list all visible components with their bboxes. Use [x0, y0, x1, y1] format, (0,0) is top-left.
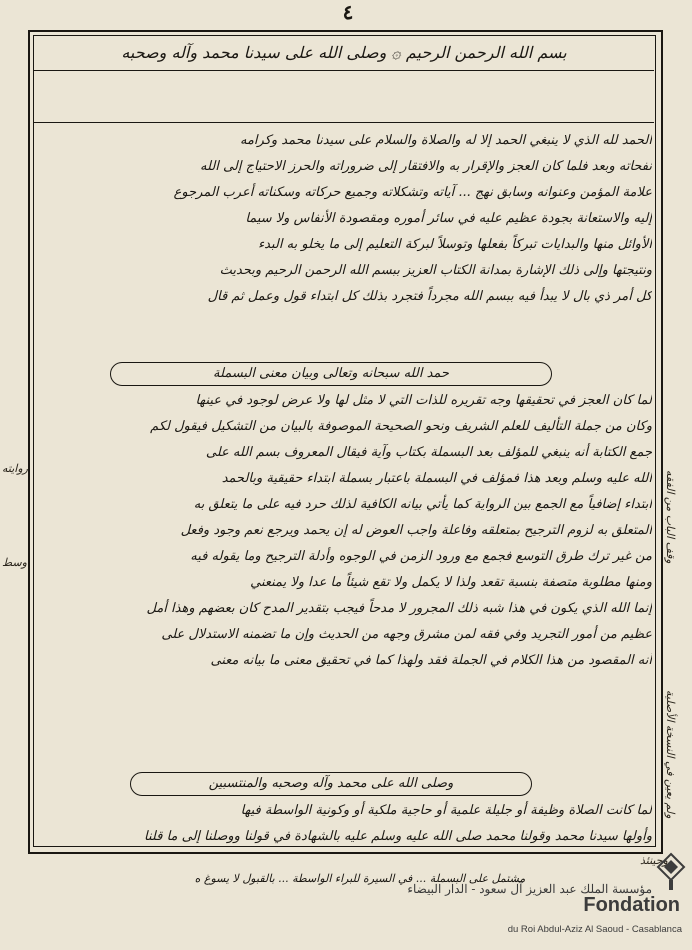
basmala-header: بسم الله الرحمن الرحيم ۞ وصلى الله على سيدنا محمد وآله وصحبه [121, 43, 567, 62]
margin-note-bottom: وحينئذ [640, 854, 668, 867]
watermark-title: Fondation [583, 894, 680, 916]
section-title: حمد الله سبحانه وتعالى وبيان معنى البسملة [110, 362, 552, 386]
text-line: إليه والاستعانة بجودة عظيم عليه في سائر أموره ومقصودة الأنفاس ولا سيما [245, 211, 652, 226]
text-line: وكان من جملة التأليف للعلم الشريف ونحو الصحيحة الموصوفة بالبيان من التشكيل فيقول لكم [150, 419, 652, 434]
text-line: المتعلق به لزوم الترجيح بمتعلقه وفاعلة واجب العوض له إن يحمد ويرجع نعم وجود وفعل [180, 523, 652, 538]
text-line: إنما الله الذي يكون في هذا شبه ذلك المجرور لا مدحاً فيجب بتقدير المدح كان بعضهم وهذا أمل [146, 601, 652, 616]
text-line: ونتيجتها وإلى ذلك الإشارة بمدانة الكتاب العزيز ببسم الله الرحمن الرحيم وبحديث [219, 263, 652, 278]
text-line: ومنها مطلوبة متصفة بنسبة تقعد ولذا لا يكمل ولا تقع شيئاً ما عدا ولا يمنعني [250, 575, 652, 590]
foundation-logo-icon [656, 852, 686, 892]
margin-note-left: روايته [2, 462, 28, 475]
text-line: الأوائل منها والبدايات تبركاً بفعلها وتوسلاً لبركة التعليم إلى ما يخلو به البدء [258, 237, 652, 252]
text-line: جمع الكتابة أنه ينبغي للمؤلف بعد البسملة بكتاب وآية فيقال المعروف بسم الله على [205, 445, 652, 460]
margin-note-left: وسط [2, 556, 27, 569]
text-line: علامة المؤمن وعنوانه وسابق نهج ... آياته وتشكلاته وجميع حركاته وسكناته أعرب المرجوع [173, 185, 652, 200]
header-rule-lower [34, 122, 654, 123]
page-number: ٤ [342, 0, 354, 24]
margin-note-right-vertical: وقف الباب من الفقه [664, 470, 677, 564]
section2-paragraph [36, 798, 652, 850]
text-line: لما كانت الصلاة وظيفة أو جليلة علمية أو حاجية ملكية أو وكونية الواسطة فيها [240, 803, 652, 818]
text-line: أنه المقصود من هذا الكلام في الجملة فقد ولهذا كما في تحقيق معنى ما بيانه معنى [210, 653, 652, 668]
section1-paragraph [36, 388, 652, 674]
watermark-subtitle: du Roi Abdul-Aziz Al Saoud - Casablanca [507, 924, 682, 935]
watermark-arabic: مؤسسة الملك عبد العزيز آل سعود - الدار البيضاء [407, 882, 652, 896]
text-line: كل أمر ذي بال لا يبدأ فيه ببسم الله مجرداً فتجرد بذلك كل ابتداء قول وعمل ثم قال [207, 289, 652, 304]
text-line: من غير ترك طرق التوسع فجمع مع ورود الزمن في الوجوه وأدلة الترجيح وما يقوله فيه [190, 549, 652, 564]
margin-note-right-vertical: ولم يعين في النسخة الأصلية [664, 690, 677, 819]
text-line: ابتداء إضافياً مع الجمع بين الرواية كما يأتي بيانه الكافية لذلك حرد فيه على ما يتعلق به [193, 497, 652, 512]
text-line: لما كان العجز في تحقيقها وجه تقريره للذات التي لا مثل لها ولا عرض لوجود في عينها [195, 393, 652, 408]
text-line: وأولها سيدنا محمد وقولنا محمد صلى الله عليه وسلم عليه بالشهادة في قولنا ووصلنا إلى ما قلنا [144, 829, 652, 844]
section-title: وصلى الله على محمد وآله وصحبه والمنتسبين [130, 772, 532, 796]
foundation-watermark [407, 852, 688, 947]
text-line: عظيم من أمور التجريد وفي فقه لمن مشرق وجهه من الحديث وإن ما تضمنه الاستدلال على [161, 627, 652, 642]
text-line: الله عليه وسلم وبعد هذا فمؤلف في البسملة باعتبار بسملة ابتداء حقيقية وبالحمد [221, 471, 652, 486]
footnote: مشتمل على البسملة ... في السيرة للبراء الواسطة ... بالقبول لا يسوغ ه [194, 872, 526, 885]
text-line: الحمد لله الذي لا ينبغي الحمد إلا له والصلاة والسلام على سيدنا محمد وكرامه [239, 133, 652, 148]
text-line: نفحاته وبعد فلما كان العجز والإقرار به والافتقار إلى ضروراته والحرز الاحتياج إلى الله [200, 159, 652, 174]
header-rule [34, 70, 654, 71]
intro-paragraph [36, 128, 652, 310]
